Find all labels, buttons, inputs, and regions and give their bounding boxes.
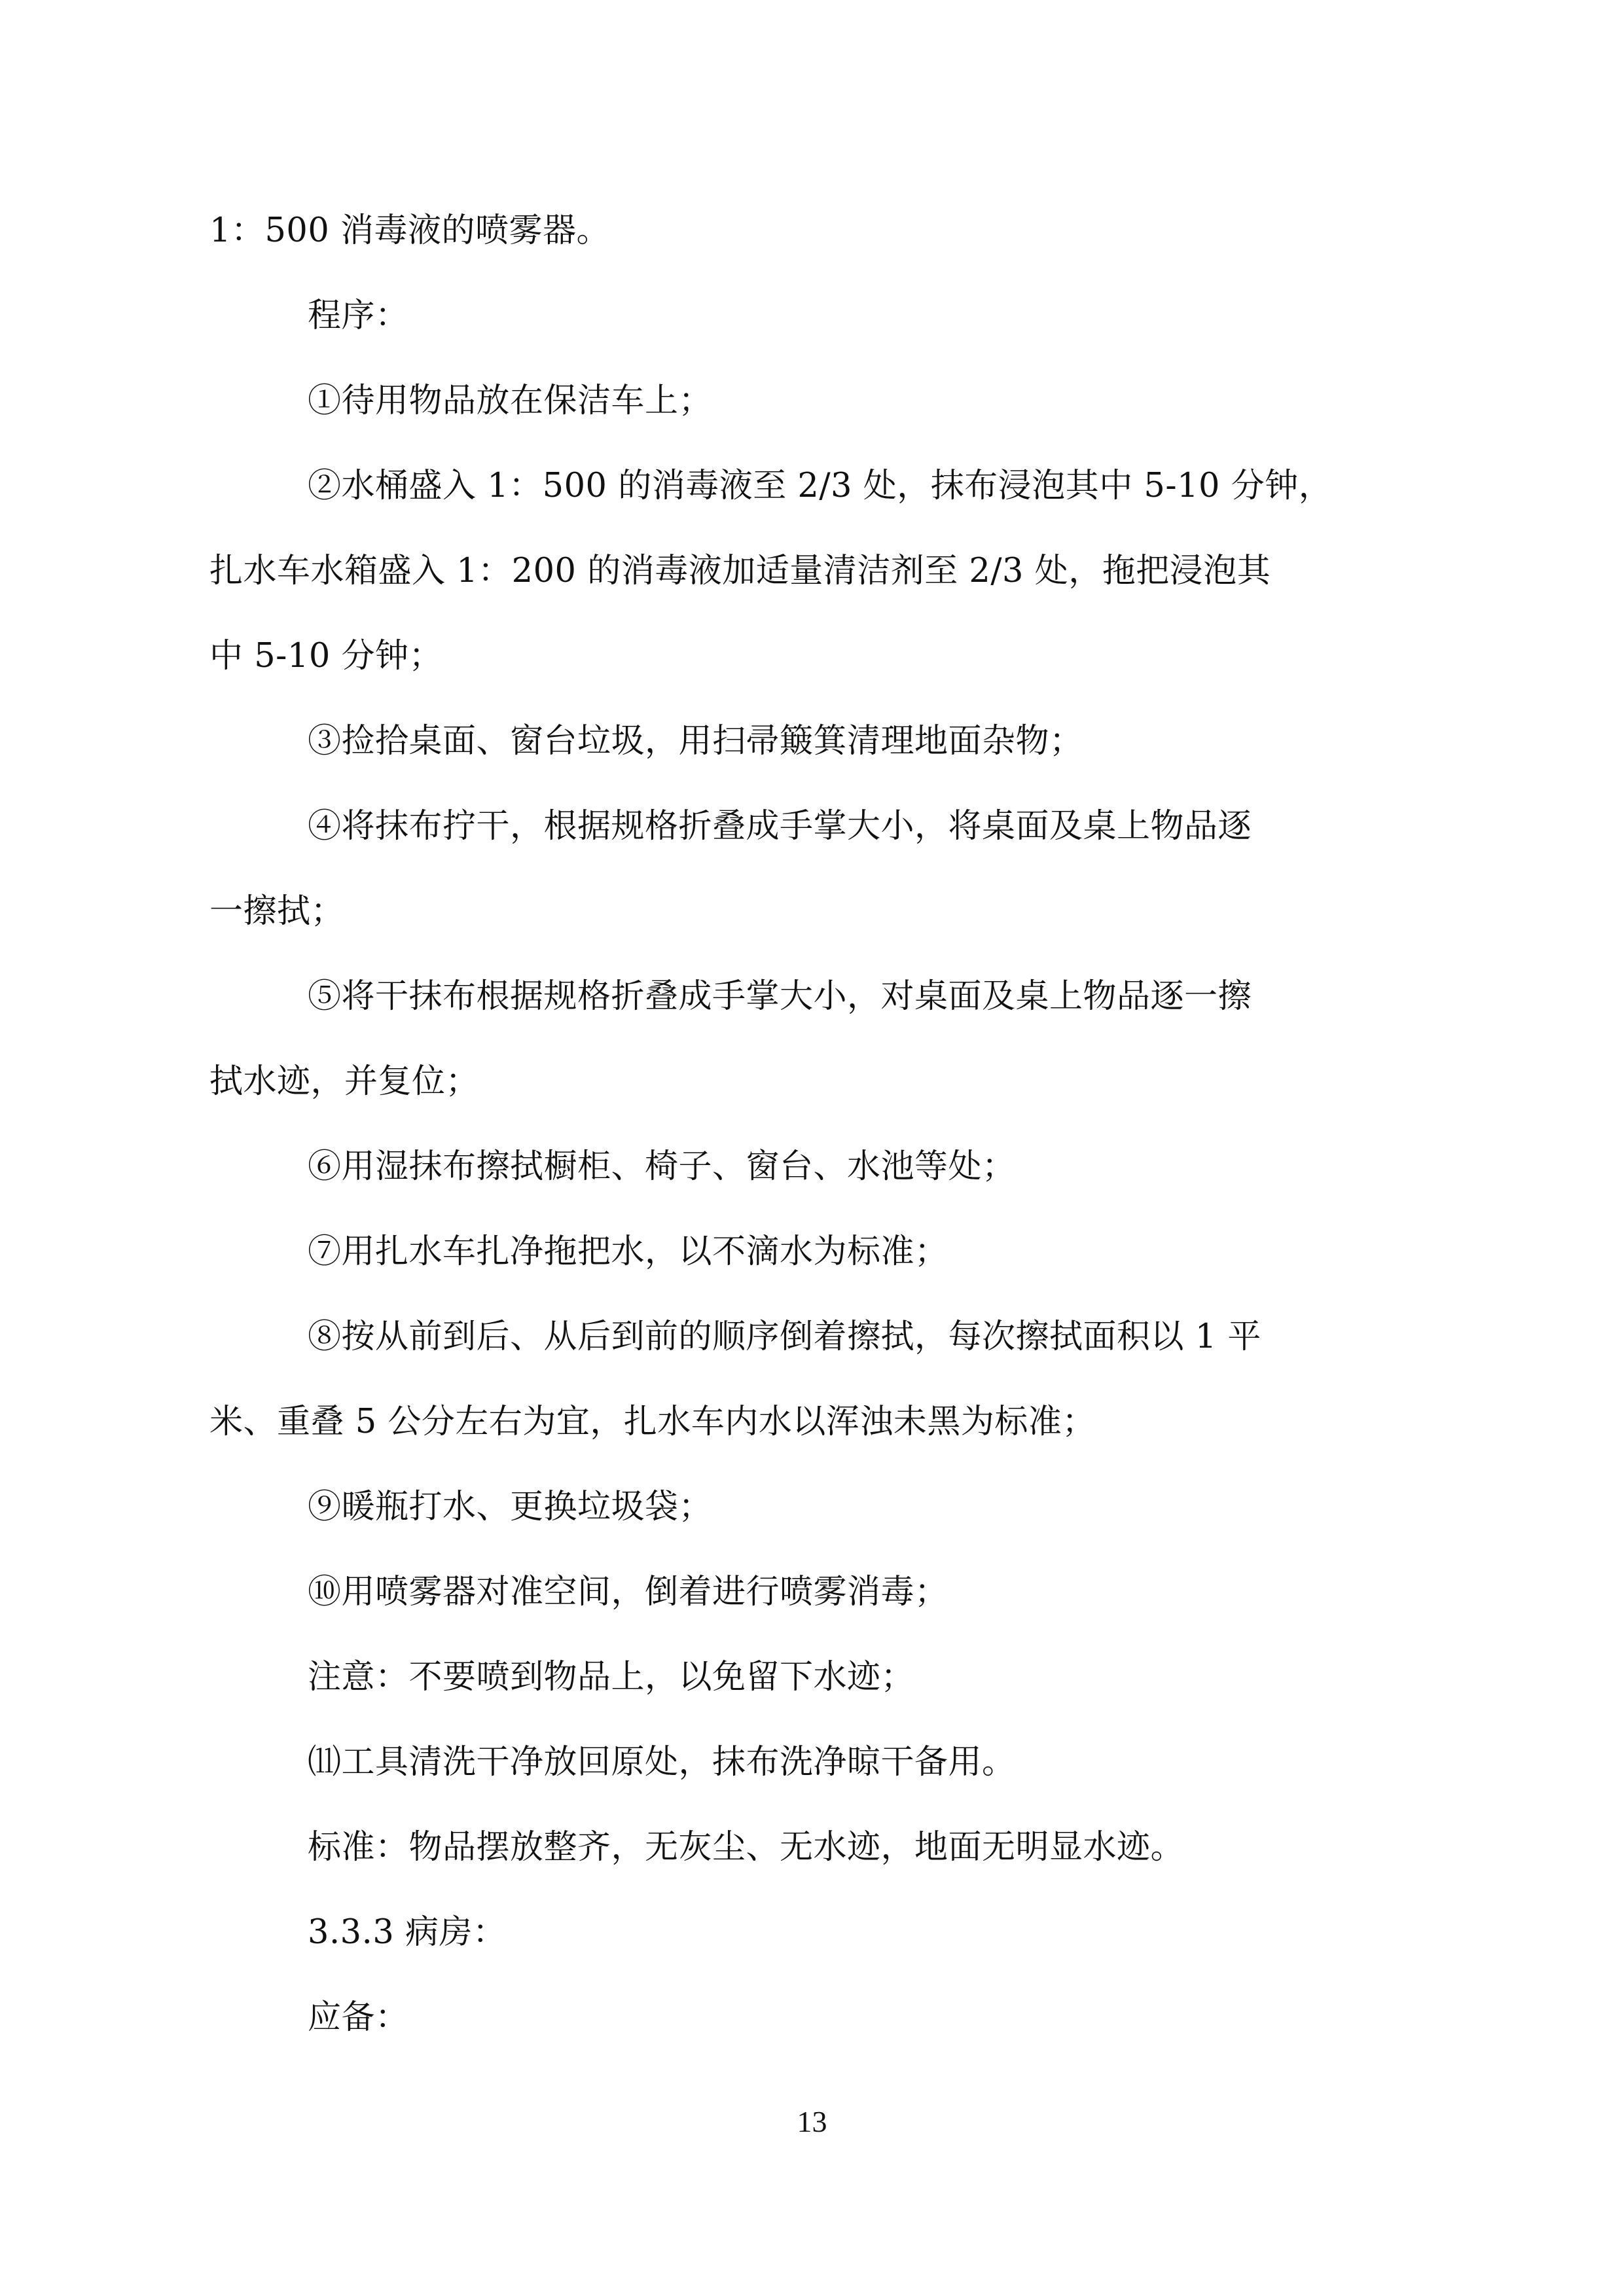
procedure-step-1: ①待用物品放在保洁车上； bbox=[308, 382, 713, 420]
procedure-step-5-line-2: 拭水迹，并复位； bbox=[209, 1062, 480, 1101]
text-line-continuation: 1：500 消毒液的喷雾器。 bbox=[209, 211, 611, 250]
procedure-step-2-line-2: 扎水车水箱盛入 1：200 的消毒液加适量清洁剂至 2/3 处，拖把浸泡其 bbox=[209, 552, 1271, 590]
procedure-step-7: ⑦用扎水车扎净拖把水，以不滴水为标准； bbox=[308, 1232, 948, 1271]
procedure-step-8-line-2: 米、重叠 5 公分左右为宜，扎水车内水以浑浊未黑为标准； bbox=[209, 1403, 1096, 1441]
preparation-heading: 应备： bbox=[308, 1998, 409, 2037]
procedure-step-4-line-1: ④将抹布拧干，根据规格折叠成手掌大小，将桌面及桌上物品逐 bbox=[308, 807, 1252, 846]
procedure-step-5-line-1: ⑤将干抹布根据规格折叠成手掌大小，对桌面及桌上物品逐一擦 bbox=[308, 977, 1252, 1016]
procedure-step-8-line-1: ⑧按从前到后、从后到前的顺序倒着擦拭，每次擦拭面积以 1 平 bbox=[308, 1318, 1261, 1356]
section-heading-ward: 3.3.3 病房： bbox=[308, 1913, 507, 1952]
page-number: 13 bbox=[797, 2105, 827, 2138]
procedure-step-10: ⑩用喷雾器对准空间，倒着进行喷雾消毒； bbox=[308, 1573, 948, 1611]
procedure-step-2-line-3: 中 5-10 分钟； bbox=[209, 637, 442, 675]
procedure-step-9: ⑨暖瓶打水、更换垃圾袋； bbox=[308, 1488, 713, 1526]
standard-note: 标准：物品摆放整齐，无灰尘、无水迹，地面无明显水迹。 bbox=[308, 1828, 1185, 1867]
procedure-step-11: ⑾工具清洗干净放回原处，抹布洗净晾干备用。 bbox=[308, 1743, 1016, 1782]
procedure-step-4-line-2: 一擦拭； bbox=[209, 892, 345, 931]
procedure-step-2-line-1: ②水桶盛入 1：500 的消毒液至 2/3 处，抹布浸泡其中 5-10 分钟， bbox=[308, 467, 1333, 505]
procedure-step-3: ③捡拾桌面、窗台垃圾，用扫帚簸箕清理地面杂物； bbox=[308, 722, 1083, 761]
procedure-heading: 程序： bbox=[308, 296, 409, 335]
caution-note: 注意：不要喷到物品上，以免留下水迹； bbox=[308, 1658, 915, 1696]
procedure-step-6: ⑥用湿抹布擦拭橱柜、椅子、窗台、水池等处； bbox=[308, 1147, 1016, 1186]
